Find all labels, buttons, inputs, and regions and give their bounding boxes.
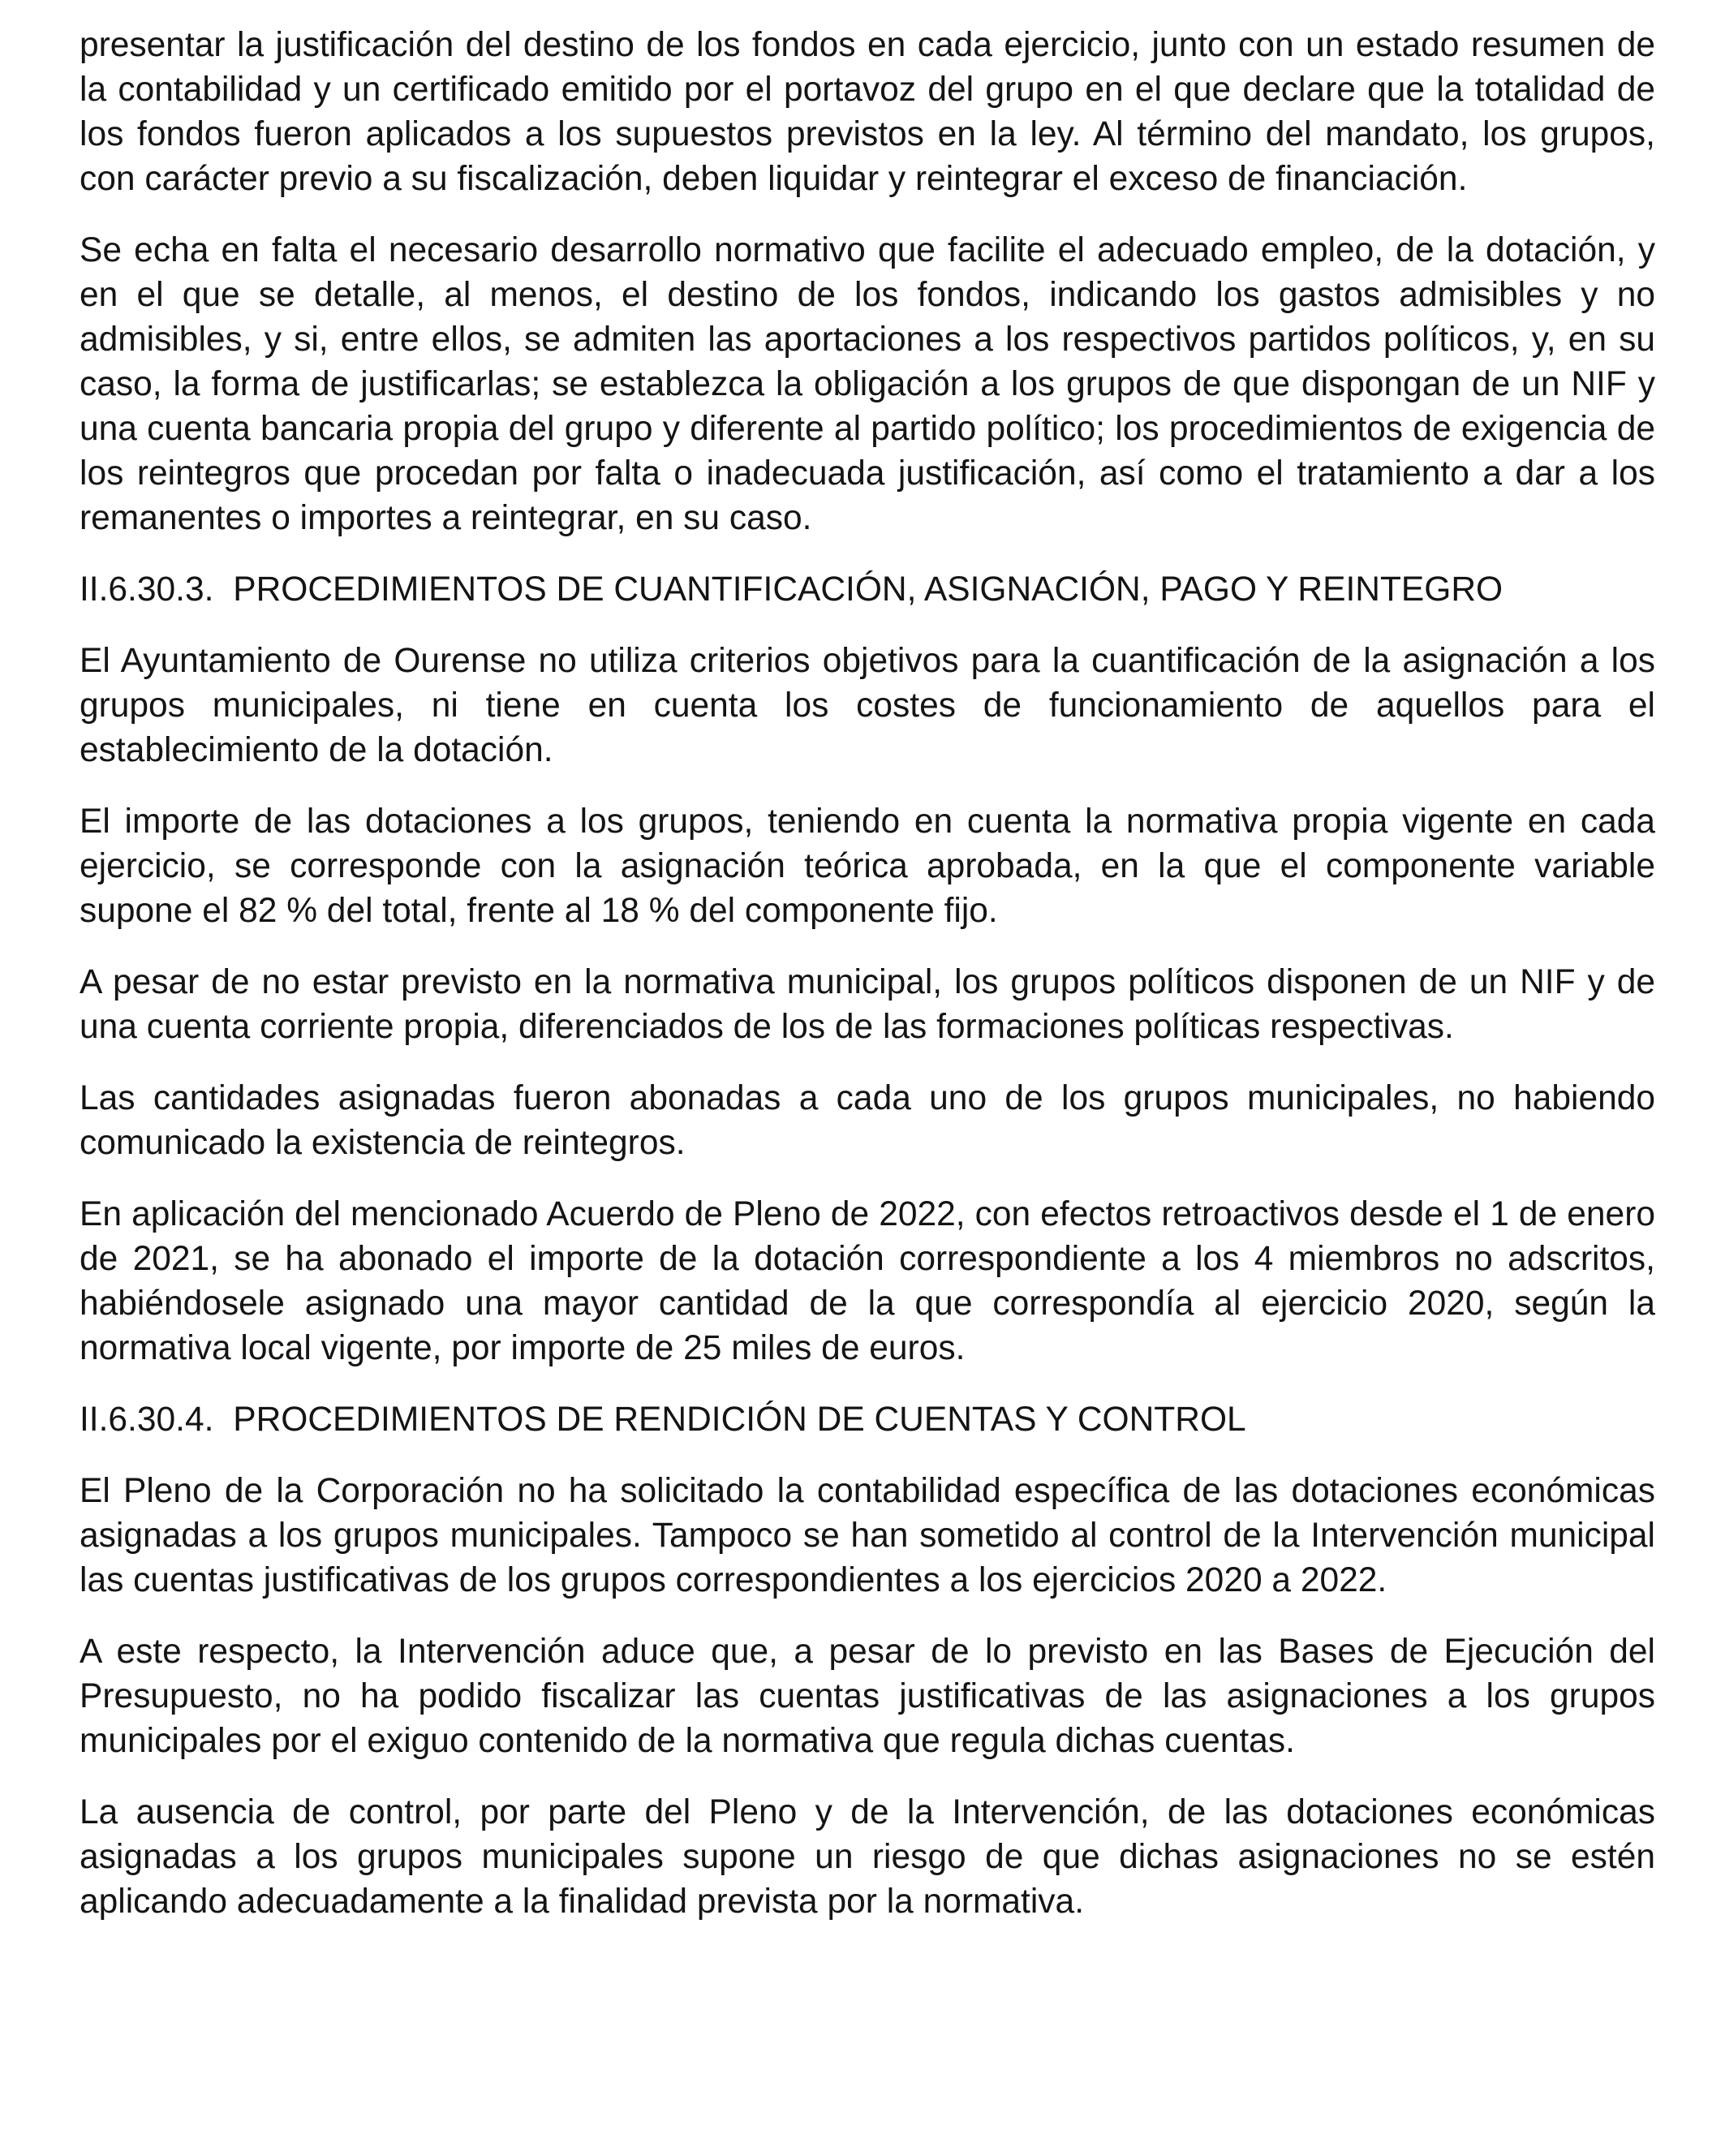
section-number: II.6.30.3.	[80, 570, 214, 609]
section-number: II.6.30.4.	[80, 1401, 214, 1439]
paragraph-intervention-response: A este respecto, la Intervención aduce que, a pesar de lo previsto en las Bases de Ejecución del Presupuesto, no ha podido fiscalizar las cuentas justificativas de las asignaciones a los grupos municipales por el exiguo contenido de la normativa que regula dichas cuentas.	[80, 1633, 1655, 1760]
paragraph-risk-conclusion: La ausencia de control, por parte del Pleno y de la Intervención, de las dotaciones económicas asignadas a los grupos municipales supone un riesgo de que dichas asignaciones no se estén aplicando adecuadamente a la finalidad prevista por la normativa.	[80, 1793, 1655, 1921]
paragraph-payments: Las cantidades asignadas fueron abonadas a cada uno de los grupos municipales, no habiendo comunicado la existencia de reintegros.	[80, 1079, 1655, 1162]
paragraph-plenary-agreement: En aplicación del mencionado Acuerdo de Pleno de 2022, con efectos retroactivos desde el 1 de enero de 2021, se ha abonado el importe de la dotación correspondiente a los 4 miembros no adscritos, habiéndosele asignado una mayor cantidad de la que correspondía al ejercicio 2020, según la normativa local vigente, por importe de 25 miles de euros.	[80, 1195, 1655, 1367]
section-heading-6-30-4	[80, 1397, 1655, 1442]
section-title: PROCEDIMIENTOS DE CUANTIFICACIÓN, ASIGNACIÓN, PAGO Y REINTEGRO	[233, 570, 1503, 609]
paragraph-fund-justification: presentar la justificación del destino de los fondos en cada ejercicio, junto con un estado resumen de la contabilidad y un certificado emitido por el portavoz del grupo en el que declare que la totalidad de los fondos fueron aplicados a los supuestos previstos en la ley. Al término del mandato, los grupos, con carácter previo a su fiscalización, deben liquidar y reintegrar el exceso de financiación.	[80, 26, 1655, 198]
section-heading-6-30-3	[80, 567, 1655, 612]
paragraph-nif-account: A pesar de no estar previsto en la normativa municipal, los grupos políticos disponen de un NIF y de una cuenta corriente propia, diferenciados de los de las formaciones políticas respectivas.	[80, 963, 1655, 1046]
paragraph-plenary-control: El Pleno de la Corporación no ha solicitado la contabilidad específica de las dotaciones económicas asignadas a los grupos municipales. Tampoco se han sometido al control de la Intervención municipal las cuentas justificativas de los grupos correspondientes a los ejercicios 2020 a 2022.	[80, 1472, 1655, 1599]
paragraph-allocation-amount: El importe de las dotaciones a los grupos, teniendo en cuenta la normativa propia vigente en cada ejercicio, se corresponde con la asignación teórica aprobada, en la que el componente variable supone el 82 % del total, frente al 18 % del componente fijo.	[80, 803, 1655, 930]
paragraph-normative-gap: Se echa en falta el necesario desarrollo normativo que facilite el adecuado empleo, de la dotación, y en el que se detalle, al menos, el destino de los fondos, indicando los gastos admisibles y no admisibles, y si, entre ellos, se admiten las aportaciones a los respectivos partidos políticos, y, en su caso, la forma de justificarlas; se establezca la obligación a los grupos de que dispongan de un NIF y una cuenta bancaria propia del grupo y diferente al partido político; los procedimientos de exigencia de los reintegros que procedan por falta o inadecuada justificación, así como el tratamiento a dar a los remanentes o importes a reintegrar, en su caso.	[80, 231, 1655, 537]
document-page	[80, 23, 1655, 1951]
section-title: PROCEDIMIENTOS DE RENDICIÓN DE CUENTAS Y CONTROL	[233, 1401, 1246, 1439]
paragraph-objective-criteria: El Ayuntamiento de Ourense no utiliza criterios objetivos para la cuantificación de la asignación a los grupos municipales, ni tiene en cuenta los costes de funcionamiento de aquellos para el establecimiento de la dotación.	[80, 642, 1655, 769]
